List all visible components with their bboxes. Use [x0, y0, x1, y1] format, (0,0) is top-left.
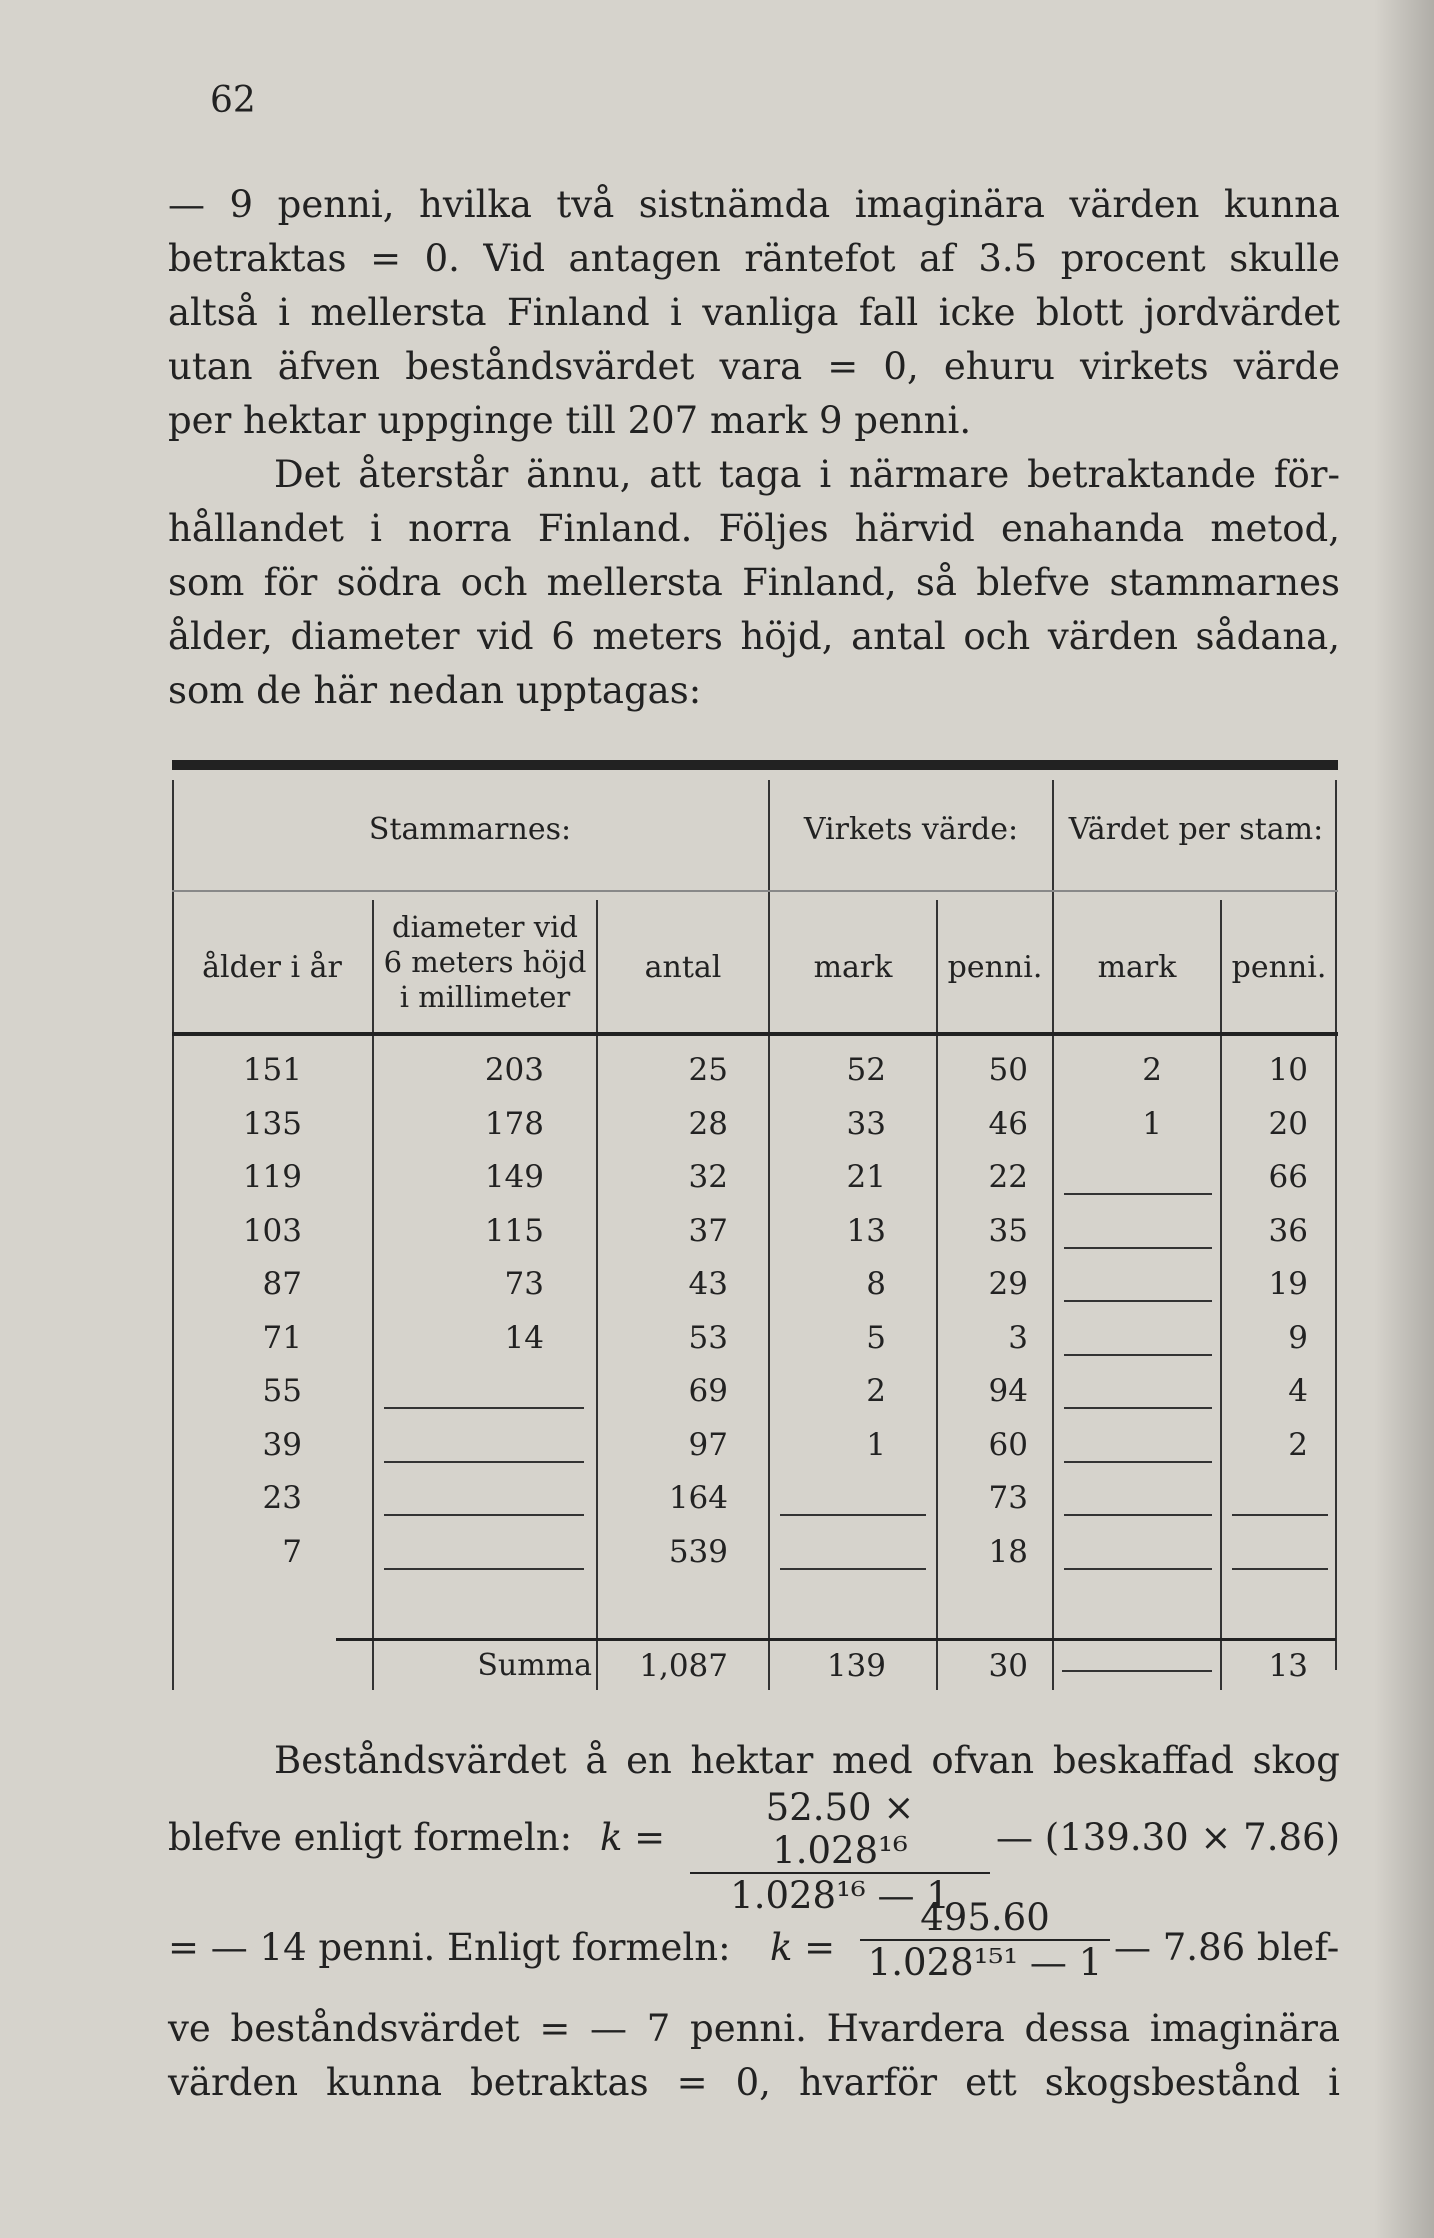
summa-label: Summa	[477, 1648, 592, 1683]
stand-table	[172, 760, 1338, 1690]
table-cell-penni: 3	[1008, 1319, 1028, 1356]
text-line: betraktas = 0. Vid antagen räntefot af 3.5 procent skulle	[168, 237, 1340, 280]
col-header-line: 6 meters höjd	[383, 945, 587, 979]
table-cell-alder: 103	[242, 1212, 302, 1249]
group-header-vardet: Värdet per stam:	[1068, 812, 1324, 847]
text-line: Beståndsvärdet å en hektar med ofvan beskaffad skog	[274, 1739, 1340, 1782]
column-divider	[1052, 900, 1054, 1690]
table-cell-alder: 119	[242, 1159, 302, 1195]
text-line: altså i mellersta Finland i vanliga fall icke blott jordvärdet	[168, 291, 1340, 334]
table-cell-penni: 22	[988, 1159, 1028, 1195]
table-cell-smark: 1	[1142, 1105, 1162, 1142]
table-cell-spenni: 4	[1288, 1373, 1308, 1409]
table-cell-alder: 7	[282, 1533, 302, 1570]
empty-dash	[384, 1514, 584, 1516]
summa-antal: 1,087	[639, 1648, 728, 1684]
text-line: utan äfven beståndsvärdet vara = 0, ehuru virkets värde	[168, 345, 1340, 388]
table-cell-antal: 37	[688, 1212, 728, 1249]
header-bottom-rule	[172, 1032, 1338, 1036]
col-header-diameter	[374, 910, 596, 1015]
empty-dash	[1064, 1193, 1212, 1195]
table-cell-diam: 203	[484, 1052, 544, 1088]
table-cell-alder: 71	[262, 1319, 302, 1356]
formula-prefix: blefve enligt formeln:	[168, 1816, 573, 1859]
table-cell-penni: 73	[988, 1480, 1028, 1516]
page-edge-shadow	[1374, 0, 1434, 2238]
empty-dash	[1064, 1300, 1212, 1302]
table-cell-penni: 18	[988, 1533, 1028, 1570]
text-line: Det återstår ännu, att taga i närmare betraktande för-	[274, 453, 1340, 496]
table-cell-diam: 178	[484, 1105, 544, 1142]
table-cell-penni: 29	[988, 1266, 1028, 1302]
empty-dash	[780, 1514, 926, 1516]
table-cell-spenni: 9	[1288, 1319, 1308, 1356]
empty-dash	[1064, 1247, 1212, 1249]
text-line: per hektar uppginge till 207 mark 9 penni.	[168, 399, 972, 442]
col-header-line: i millimeter	[399, 980, 571, 1014]
table-cell-mark: 5	[866, 1319, 886, 1356]
table-cell-mark: 13	[846, 1212, 886, 1249]
empty-dash	[384, 1461, 584, 1463]
formula-k: k =	[770, 1926, 836, 1969]
table-border	[1335, 780, 1337, 1670]
table-cell-spenni: 66	[1268, 1159, 1308, 1195]
empty-dash	[1064, 1407, 1212, 1409]
table-cell-spenni: 19	[1268, 1266, 1308, 1302]
fraction-denominator: 1.028¹⁵¹ — 1	[867, 1941, 1103, 1984]
table-cell-diam: 149	[484, 1159, 544, 1195]
table-cell-penni: 46	[988, 1105, 1028, 1142]
col-header-line: diameter vid	[392, 910, 578, 944]
header-rule	[172, 890, 1338, 892]
table-cell-penni: 50	[988, 1052, 1028, 1088]
paragraph-1	[168, 178, 1340, 448]
table-top-rule	[172, 760, 1338, 770]
summa-mark: 139	[826, 1648, 886, 1684]
col-header-penni: penni.	[947, 950, 1043, 985]
paragraph-3-end	[168, 2002, 1340, 2110]
table-cell-spenni: 20	[1268, 1105, 1308, 1142]
empty-dash	[1062, 1670, 1212, 1672]
table-cell-diam: 73	[504, 1266, 544, 1302]
table-cell-spenni: 2	[1288, 1426, 1308, 1463]
table-cell-diam: 14	[504, 1319, 544, 1356]
table-cell-alder: 135	[242, 1105, 302, 1142]
table-cell-antal: 43	[688, 1266, 728, 1302]
empty-dash	[1064, 1568, 1212, 1570]
table-cell-alder: 39	[262, 1426, 302, 1463]
table-cell-penni: 60	[988, 1426, 1028, 1463]
empty-dash	[1064, 1514, 1212, 1516]
table-cell-antal: 164	[668, 1480, 728, 1516]
col-header-alder: ålder i år	[202, 950, 342, 985]
table-cell-antal: 539	[668, 1533, 728, 1570]
group-header-virkets: Virkets värde:	[803, 812, 1019, 847]
table-cell-mark: 1	[866, 1426, 886, 1463]
table-cell-antal: 53	[688, 1319, 728, 1356]
table-cell-antal: 69	[688, 1373, 728, 1409]
fraction-numerator: 495.60	[860, 1896, 1110, 1941]
empty-dash	[1064, 1354, 1212, 1356]
group-header-stammarnes: Stammarnes:	[368, 812, 572, 847]
table-cell-mark: 8	[866, 1266, 886, 1302]
col-header-antal: antal	[644, 950, 722, 985]
text-line: som de här nedan upptagas:	[168, 669, 702, 712]
table-cell-mark: 21	[846, 1159, 886, 1195]
col-header-stam-penni: penni.	[1231, 950, 1327, 985]
formula-k: k =	[600, 1816, 666, 1859]
table-cell-antal: 25	[688, 1052, 728, 1088]
summa-penni: 30	[988, 1648, 1028, 1684]
table-cell-mark: 33	[846, 1105, 886, 1142]
empty-dash	[780, 1568, 926, 1570]
table-cell-smark: 2	[1142, 1052, 1162, 1088]
table-cell-penni: 94	[988, 1373, 1028, 1409]
empty-dash	[384, 1568, 584, 1570]
text-line: hållandet i norra Finland. Följes härvid enahanda metod,	[168, 507, 1340, 550]
col-header-mark: mark	[813, 950, 893, 985]
table-cell-penni: 35	[988, 1212, 1028, 1249]
table-cell-antal: 32	[688, 1159, 728, 1195]
formula-suffix: — (139.30 × 7.86)	[996, 1816, 1341, 1859]
table-cell-diam: 115	[484, 1212, 544, 1249]
table-cell-spenni: 36	[1268, 1212, 1308, 1249]
summa-stam-penni: 13	[1268, 1648, 1308, 1684]
empty-dash	[1064, 1461, 1212, 1463]
text-line: ve beståndsvärdet = — 7 penni. Hvardera dessa imaginära	[168, 2007, 1340, 2050]
table-cell-mark: 2	[866, 1373, 886, 1409]
empty-dash	[384, 1407, 584, 1409]
fraction-numerator: 52.50 × 1.028¹⁶	[690, 1786, 990, 1874]
table-cell-spenni: 10	[1268, 1052, 1308, 1088]
text-line: som för södra och mellersta Finland, så blefve stammarnes	[168, 561, 1340, 604]
paragraph-3	[168, 1734, 1340, 1788]
text-line: — 9 penni, hvilka två sistnämda imaginära värden kunna	[168, 183, 1340, 226]
formula-prefix: = — 14 penni. Enligt formeln:	[168, 1926, 731, 1969]
summa-rule	[336, 1638, 1336, 1641]
page-number: 62	[210, 80, 256, 121]
table-cell-antal: 28	[688, 1105, 728, 1142]
table-cell-alder: 55	[262, 1373, 302, 1409]
text-line: ålder, diameter vid 6 meters höjd, antal och värden sådana,	[168, 615, 1340, 658]
empty-dash	[1232, 1514, 1328, 1516]
text-line: värden kunna betraktas = 0, hvarför ett skogsbestånd i	[168, 2061, 1340, 2104]
formula-fraction	[860, 1896, 1110, 1984]
table-cell-alder: 151	[242, 1052, 302, 1088]
table-cell-mark: 52	[846, 1052, 886, 1088]
paragraph-2	[168, 448, 1340, 718]
fraction-denominator: 1.028¹⁶ — 1	[730, 1874, 950, 1917]
formula-suffix: — 7.86 blef-	[1114, 1926, 1340, 1969]
table-cell-alder: 87	[262, 1266, 302, 1302]
table-cell-antal: 97	[688, 1426, 728, 1463]
table-cell-alder: 23	[262, 1480, 302, 1516]
col-header-stam-mark: mark	[1097, 950, 1177, 985]
empty-dash	[1232, 1568, 1328, 1570]
